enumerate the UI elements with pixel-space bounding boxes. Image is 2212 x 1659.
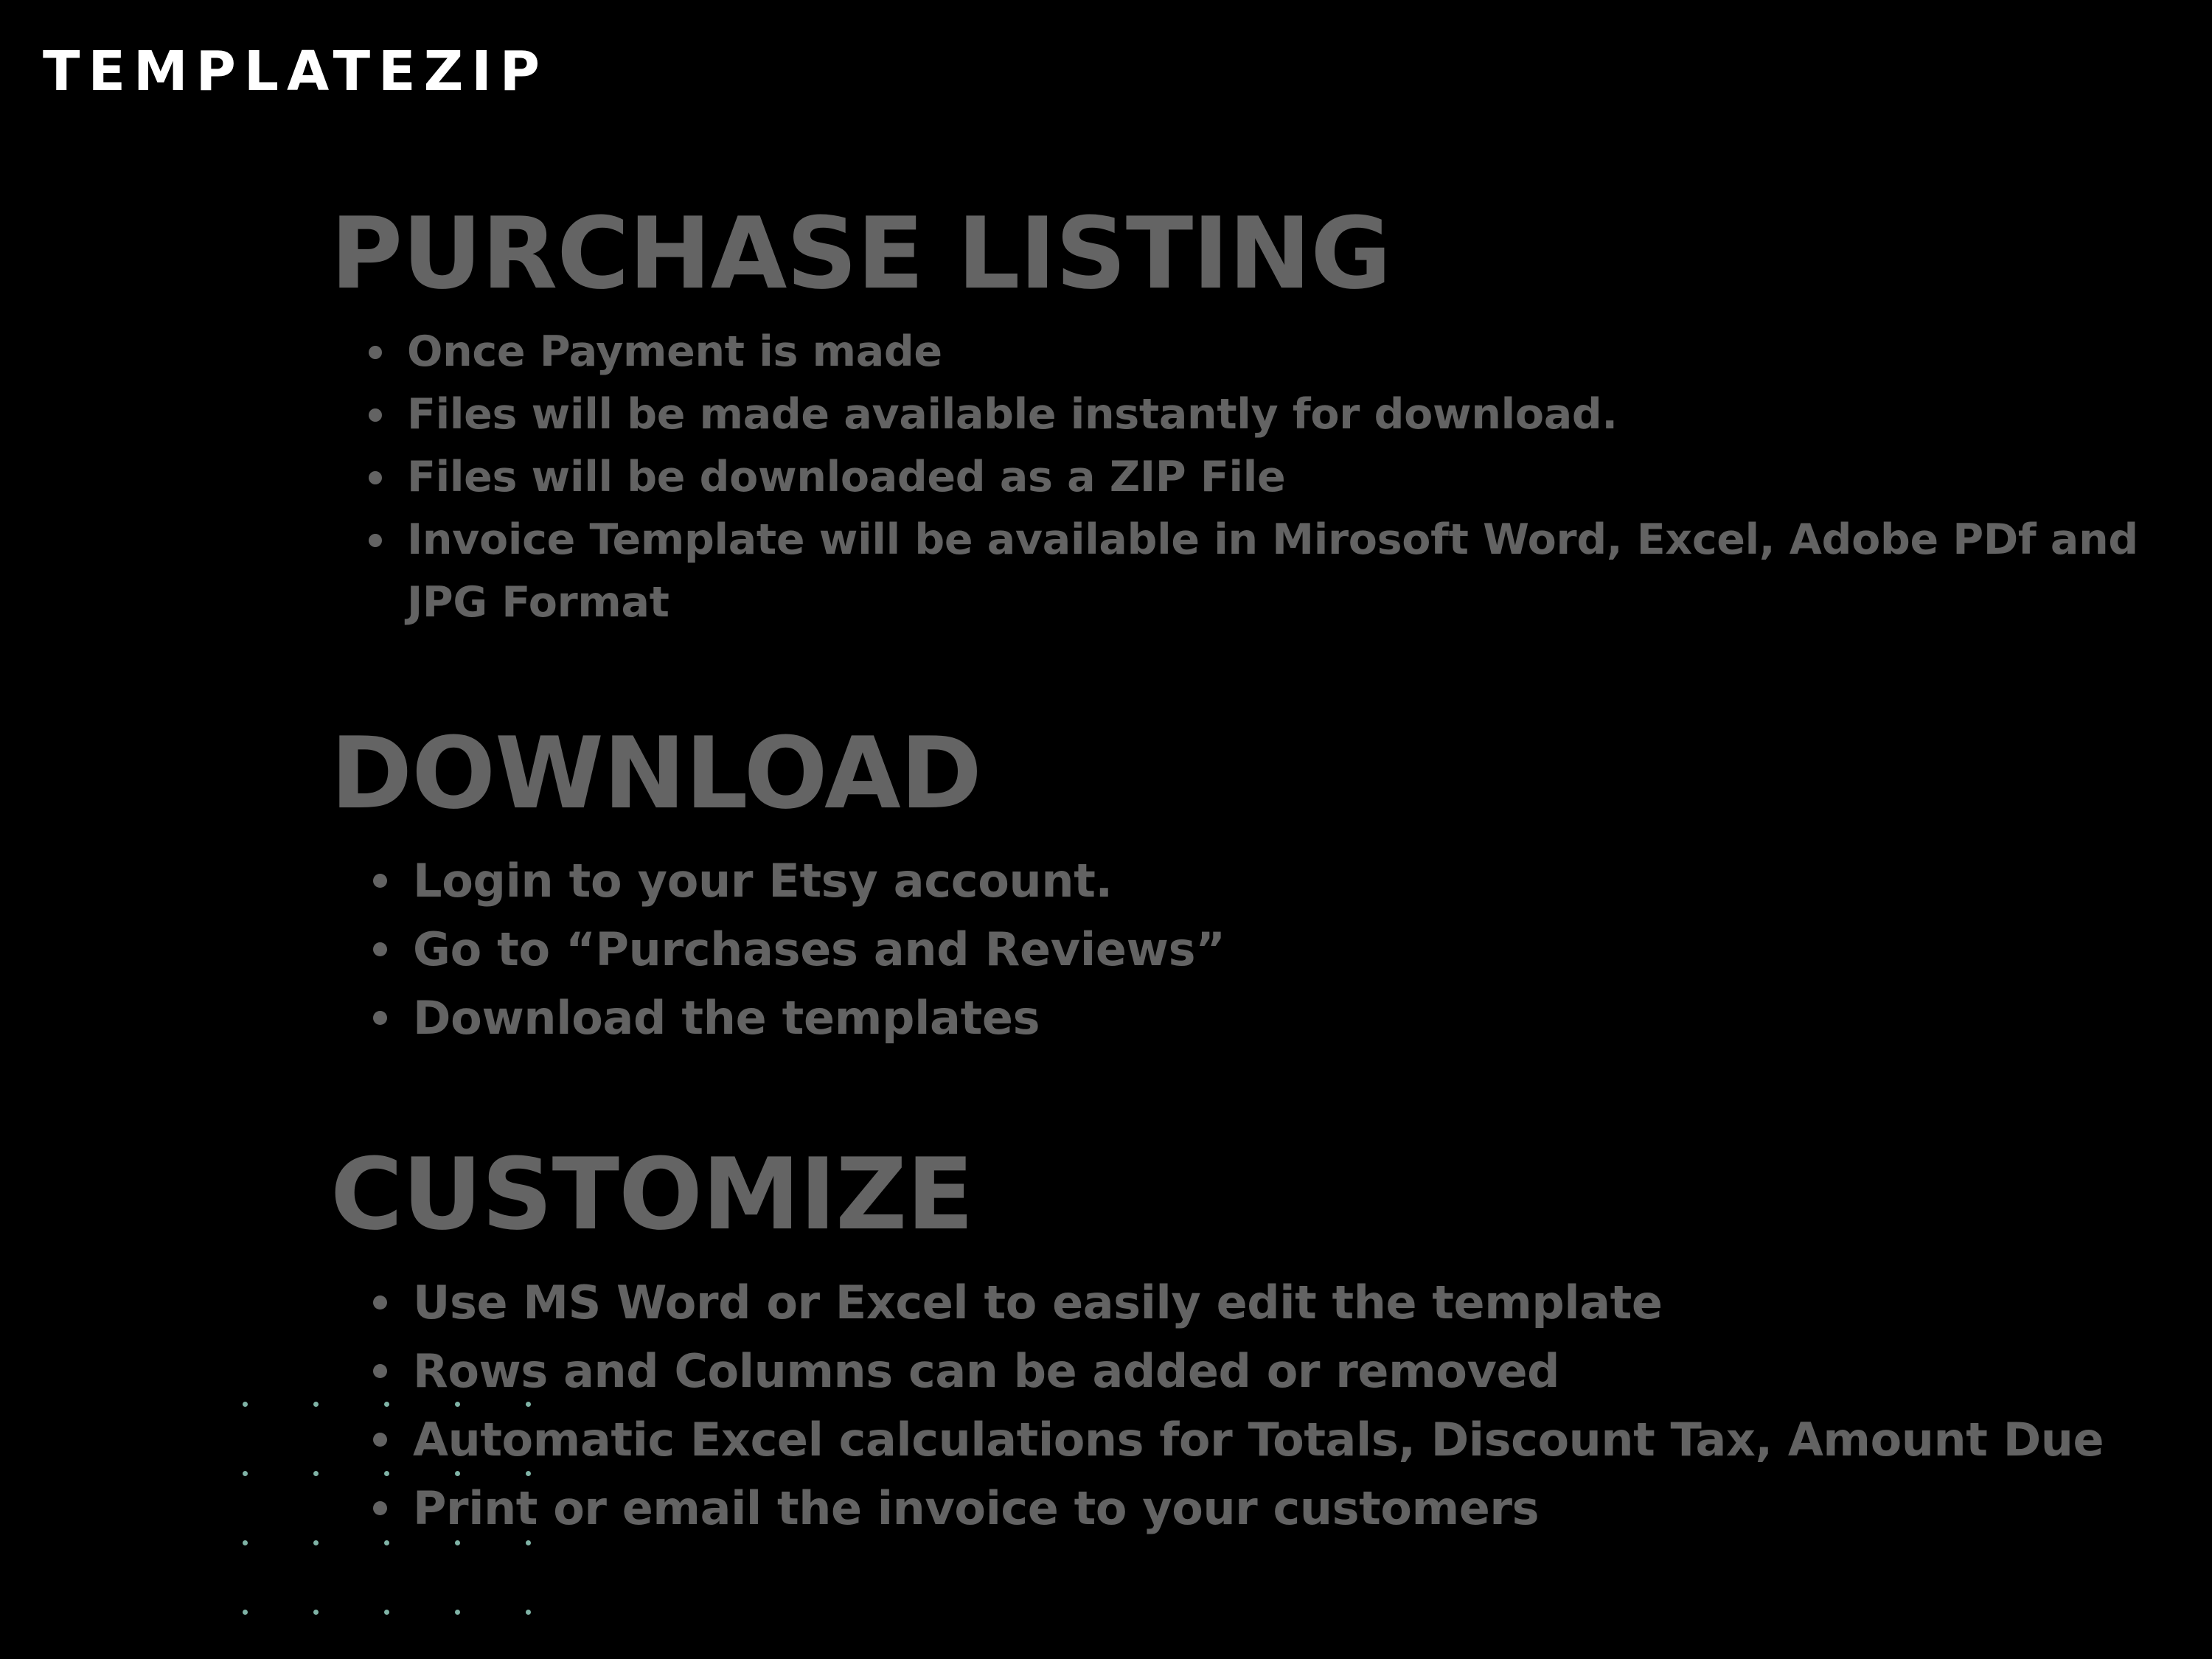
customize-list <box>413 1268 2104 1543</box>
list-item: Login to your Etsy account. <box>413 846 1225 915</box>
brand-logo-text: TEMPLATEZIP <box>43 40 549 103</box>
list-item: Files will be made available instantly for download. <box>407 383 2191 446</box>
decorative-dot <box>313 1402 319 1407</box>
decorative-dot <box>313 1471 319 1476</box>
customize-heading: CUSTOMIZE <box>330 1137 973 1252</box>
decorative-dot <box>455 1540 460 1545</box>
purchase-listing-heading: PURCHASE LISTING <box>330 196 1391 311</box>
decorative-dot <box>313 1610 319 1615</box>
decorative-dot <box>526 1402 531 1407</box>
list-item: Download the templates <box>413 984 1225 1052</box>
decorative-dot-grid <box>243 1402 538 1623</box>
decorative-dot <box>526 1471 531 1476</box>
list-item: Automatic Excel calculations for Totals, Discount Tax, Amount Due <box>413 1405 2104 1474</box>
decorative-dot <box>455 1610 460 1615</box>
list-item: Go to “Purchases and Reviews” <box>413 915 1225 984</box>
decorative-dot <box>455 1402 460 1407</box>
decorative-dot <box>243 1471 248 1476</box>
decorative-dot <box>384 1471 389 1476</box>
decorative-dot <box>384 1402 389 1407</box>
decorative-dot <box>313 1540 319 1545</box>
decorative-dot <box>243 1610 248 1615</box>
list-item: Invoice Template will be available in Mirosoft Word, Excel, Adobe PDf and JPG Format <box>407 509 2191 634</box>
decorative-dot <box>455 1471 460 1476</box>
decorative-dot <box>384 1610 389 1615</box>
download-list <box>413 846 1225 1052</box>
list-item: Print or email the invoice to your customers <box>413 1474 2104 1543</box>
download-heading: DOWNLOAD <box>330 716 981 831</box>
list-item: Rows and Columns can be added or removed <box>413 1337 2104 1405</box>
decorative-dot <box>243 1402 248 1407</box>
download-section <box>330 716 1225 1052</box>
list-item: Use MS Word or Excel to easily edit the template <box>413 1268 2104 1337</box>
decorative-dot <box>384 1540 389 1545</box>
decorative-dot <box>243 1540 248 1545</box>
customize-section <box>330 1137 2104 1543</box>
list-item: Once Payment is made <box>407 321 2191 383</box>
decorative-dot <box>526 1610 531 1615</box>
list-item: Files will be downloaded as a ZIP File <box>407 446 2191 509</box>
purchase-listing-section <box>330 196 2191 634</box>
purchase-listing-list <box>407 321 2191 634</box>
decorative-dot <box>526 1540 531 1545</box>
